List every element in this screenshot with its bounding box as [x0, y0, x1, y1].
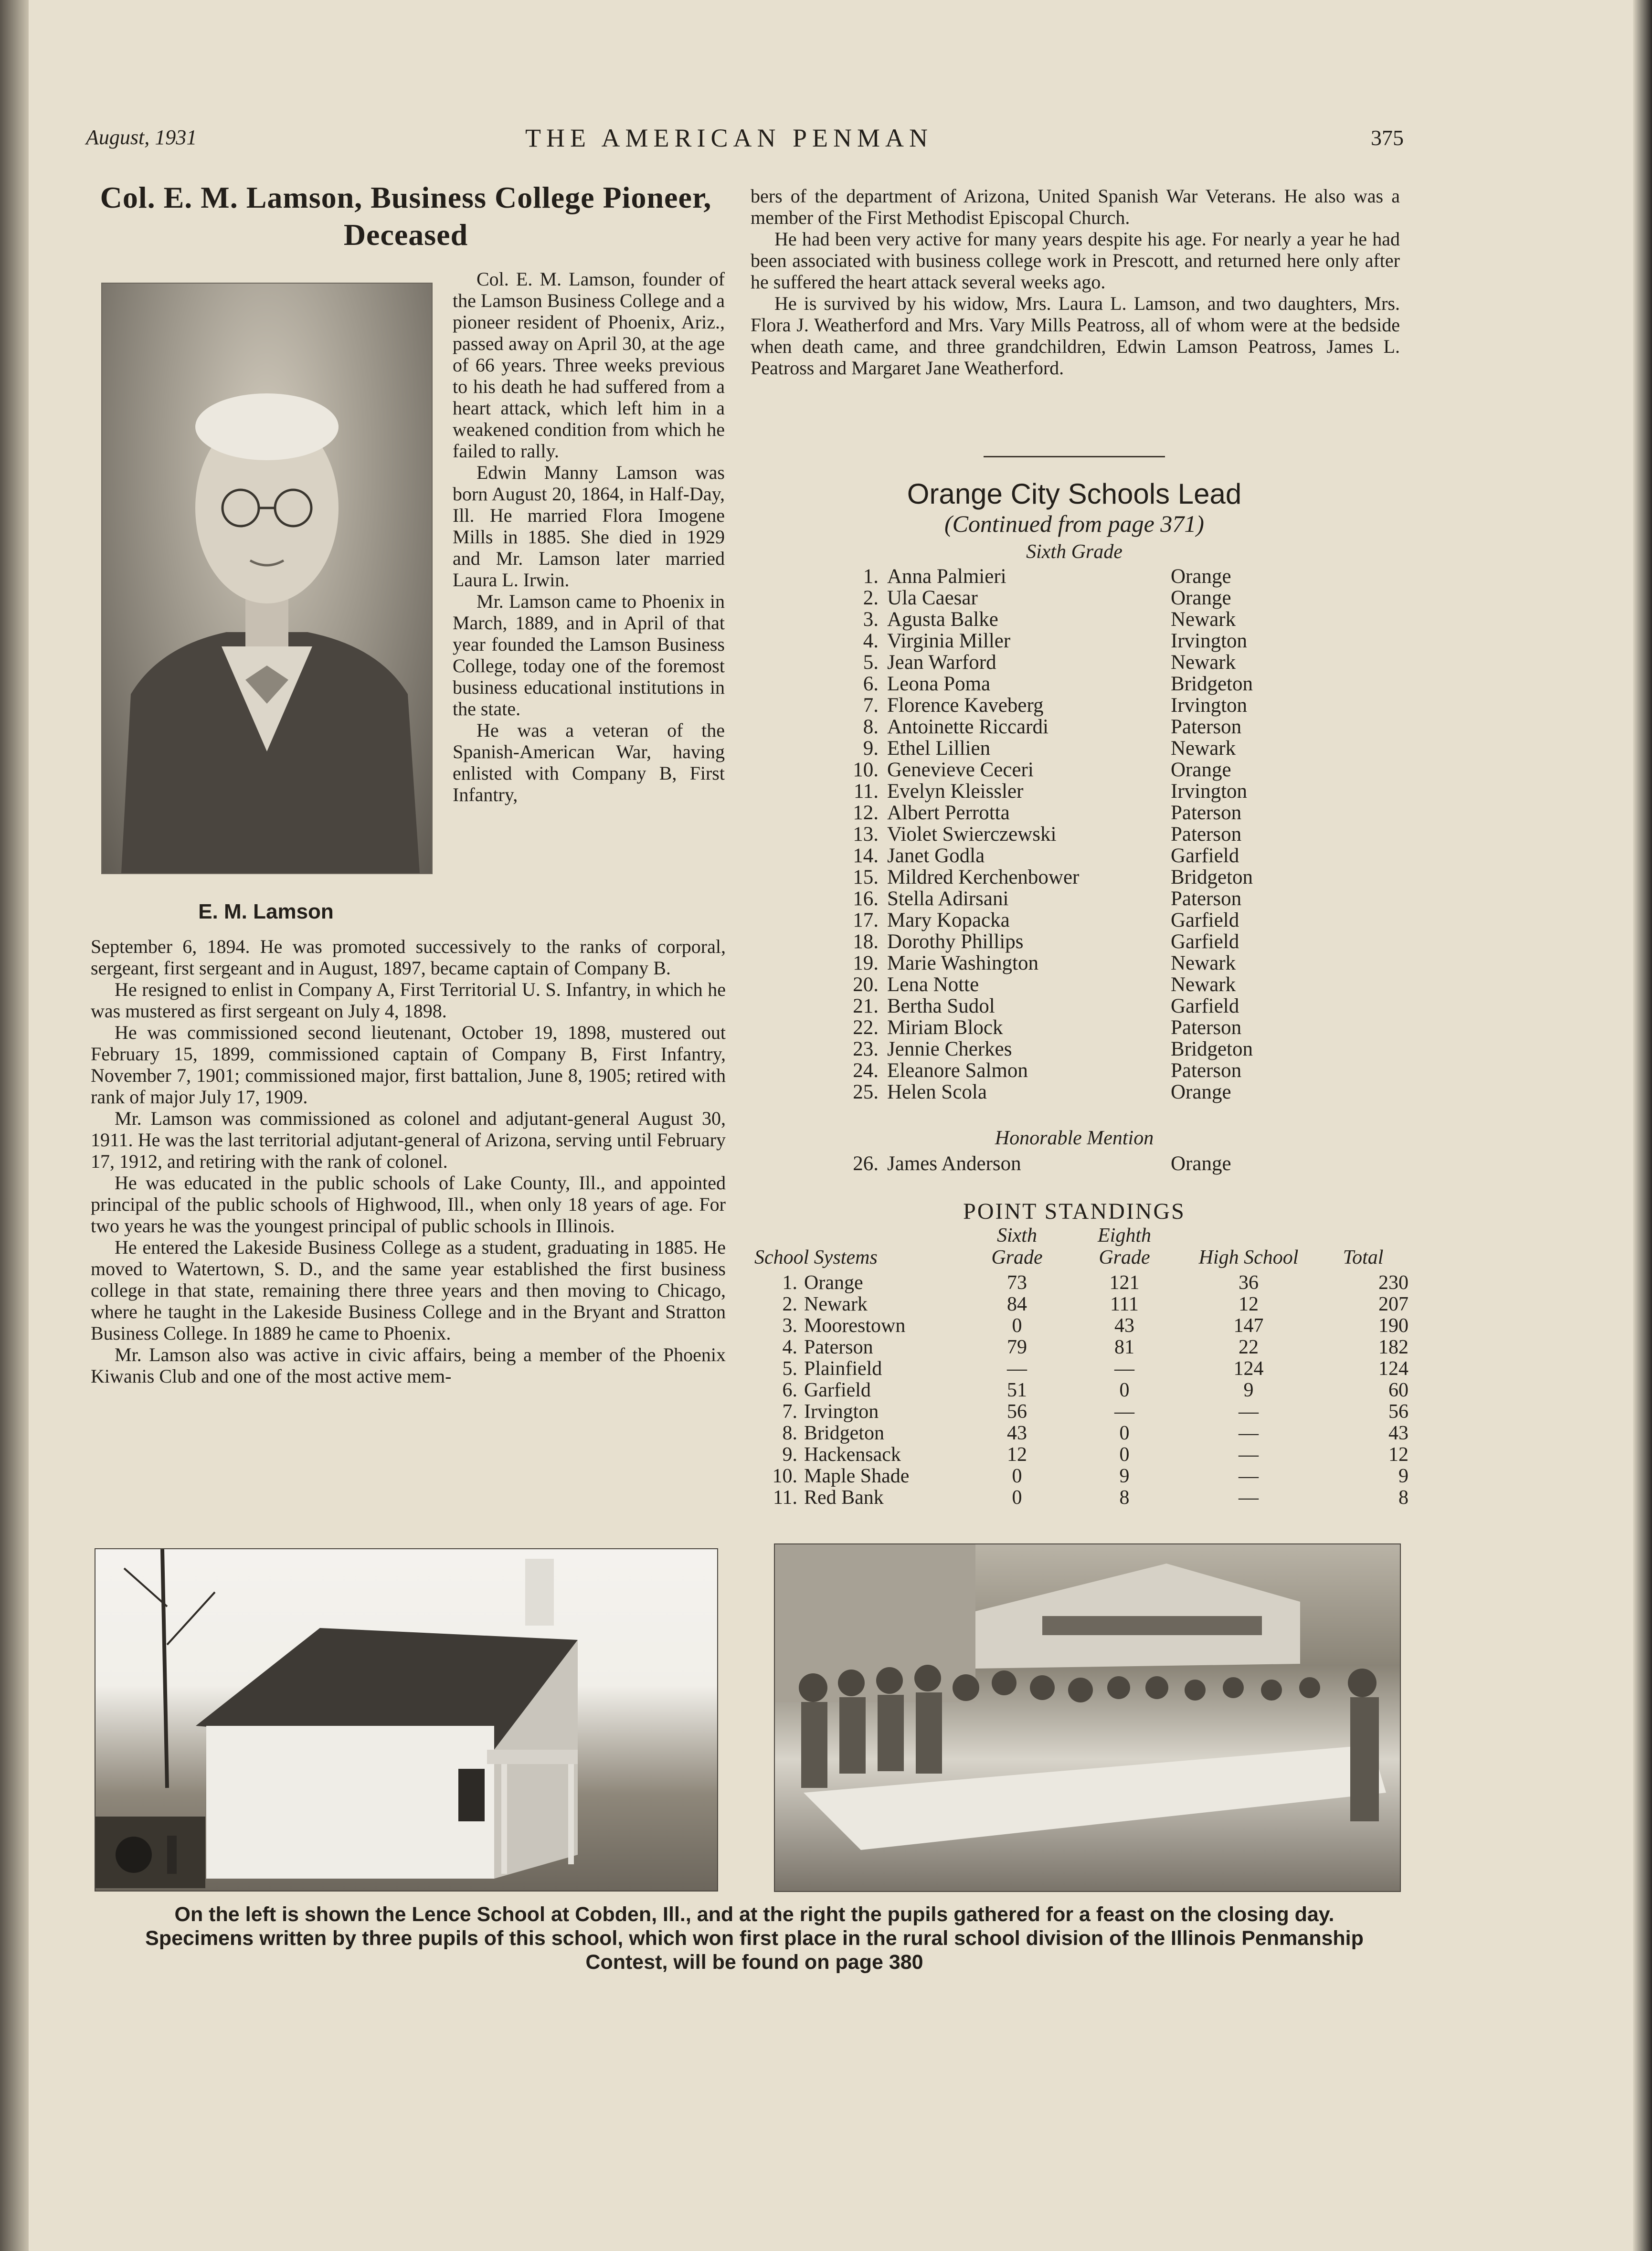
eighth-grade-points: 0 — [1119, 1379, 1130, 1401]
article-right-column — [751, 185, 1400, 379]
header-school-systems: School Systems — [754, 1247, 878, 1268]
table-row — [754, 1294, 1408, 1315]
rank-number: 21. — [853, 995, 879, 1017]
lence-school-photo — [95, 1548, 718, 1892]
total-points: 8 — [1398, 1487, 1408, 1509]
sixth-grade-points: 84 — [1007, 1293, 1027, 1315]
section-divider — [984, 456, 1165, 457]
total-points: 60 — [1388, 1379, 1408, 1401]
sixth-grade-points: 12 — [1007, 1444, 1027, 1466]
pupil-name: Evelyn Kleissler — [887, 780, 1024, 803]
ranking-row — [812, 738, 1337, 759]
pupil-school: Newark — [1171, 952, 1236, 974]
rank-number: 5. — [863, 651, 879, 674]
school-system-name: Garfield — [804, 1379, 871, 1401]
rank-number: 18. — [853, 930, 879, 953]
pupil-school: Paterson — [1171, 823, 1242, 845]
standing-rank: 1. — [782, 1272, 797, 1294]
pupil-name: Ethel Lillien — [887, 737, 991, 760]
pupil-school: Orange — [1171, 1152, 1231, 1175]
rank-number: 7. — [863, 694, 879, 717]
sixth-grade-points: — — [1007, 1358, 1027, 1380]
ranking-row — [812, 995, 1337, 1017]
eighth-grade-points: — — [1114, 1358, 1134, 1380]
article-paragraph: He is survived by his widow, Mrs. Laura L. Lamson, and two daughters, Mrs. Flora J. Weatherford and Mrs. Vary Mills Peatross, all of whom were at the bedside when death came, and three grandchildren, Edwin Lamson Peatross, James L. Peatross and Margaret Jane Weatherford. — [751, 293, 1400, 379]
pupil-name: Jennie Cherkes — [887, 1038, 1012, 1060]
standing-rank: 2. — [782, 1293, 797, 1315]
ranking-row — [812, 974, 1337, 995]
sixth-grade-points: 56 — [1007, 1401, 1027, 1423]
article-paragraph: He was a veteran of the Spanish-American War, having enlisted with Company B, First Infantry, — [453, 719, 725, 805]
total-points: 182 — [1378, 1336, 1408, 1358]
total-points: 124 — [1378, 1358, 1408, 1380]
school-system-name: Hackensack — [804, 1444, 901, 1466]
table-row — [754, 1380, 1408, 1401]
eighth-grade-points: 43 — [1114, 1315, 1134, 1337]
portrait-photo-drawing — [102, 284, 432, 873]
rank-number: 1. — [863, 565, 879, 588]
high-school-points: — — [1239, 1401, 1259, 1423]
page-spine-shadow — [0, 0, 29, 2251]
ranking-row — [812, 1081, 1337, 1103]
school-system-name: Maple Shade — [804, 1465, 910, 1487]
pupil-name: Stella Adirsani — [887, 888, 1009, 910]
table-header — [754, 1225, 1408, 1272]
school-system-name: Newark — [804, 1293, 868, 1315]
pupil-name: Mildred Kerchenbower — [887, 866, 1080, 888]
total-points: 12 — [1388, 1444, 1408, 1466]
ranking-row — [812, 802, 1337, 824]
honorable-mention-row — [812, 1153, 1337, 1174]
rank-number: 15. — [853, 866, 879, 888]
school-system-name: Bridgeton — [804, 1422, 884, 1444]
portrait-photo — [101, 283, 433, 874]
pupil-name: Janet Godla — [887, 845, 985, 867]
ranking-row — [812, 931, 1337, 952]
school-system-name: Moorestown — [804, 1315, 906, 1337]
continued-note: (Continued from page 371) — [944, 510, 1204, 537]
pupil-school: Paterson — [1171, 1016, 1242, 1039]
sixth-grade-points: 73 — [1007, 1272, 1027, 1294]
header-sixth-line2: Grade — [991, 1247, 1043, 1268]
article-paragraph: Mr. Lamson came to Phoenix in March, 1889, and in April of that year founded the Lamson Business College, today one of the foremost business educational institutions in the state. — [453, 591, 725, 719]
pupil-school: Garfield — [1171, 909, 1239, 931]
rank-number: 16. — [853, 888, 879, 910]
high-school-points: 12 — [1239, 1293, 1259, 1315]
rank-number: 20. — [853, 973, 879, 996]
header-eighth-line2: Grade — [1099, 1247, 1150, 1268]
point-standings-title: POINT STANDINGS — [963, 1199, 1186, 1224]
sixth-grade-points: 43 — [1007, 1422, 1027, 1444]
school-system-name: Red Bank — [804, 1487, 884, 1509]
honorable-mention-heading: Honorable Mention — [995, 1127, 1154, 1149]
pupil-name: Genevieve Ceceri — [887, 759, 1034, 781]
sixth-grade-ranking — [812, 566, 1337, 1103]
article-paragraph: September 6, 1894. He was promoted successively to the ranks of corporal, sergeant, first sergeant and in August, 1897, became captain of Company B. — [91, 936, 726, 979]
photo-caption: On the left is shown the Lence School at Cobden, Ill., and at the right the pupils gathered for a feast on the closing day. Specimens written by three pupils of this school, which won first place in the rural school division of the Illinois Penmanship Contest, will be found on page 380 — [145, 1903, 1364, 1974]
pupil-name: Eleanore Salmon — [887, 1059, 1028, 1082]
article-paragraph: He had been very active for many years despite his age. For nearly a year he had been associated with business college work in Prescott, and returned here only after he suffered the heart attack several weeks ago. — [751, 228, 1400, 293]
portrait-caption: E. M. Lamson — [198, 900, 334, 923]
rank-number: 13. — [853, 823, 879, 845]
pupil-school: Orange — [1171, 1081, 1231, 1103]
point-standings-table — [754, 1225, 1408, 1509]
total-points: 230 — [1378, 1272, 1408, 1294]
high-school-points: 36 — [1239, 1272, 1259, 1294]
pupil-school: Garfield — [1171, 930, 1239, 953]
rank-number: 23. — [853, 1038, 879, 1060]
pupil-school: Paterson — [1171, 716, 1242, 738]
eighth-grade-points: 81 — [1114, 1336, 1134, 1358]
grade-heading: Sixth Grade — [1026, 541, 1123, 563]
rank-number: 14. — [853, 845, 879, 867]
standing-rank: 5. — [782, 1358, 797, 1380]
ranking-row — [812, 781, 1337, 802]
eighth-grade-points: 8 — [1119, 1487, 1130, 1509]
pupil-school: Paterson — [1171, 802, 1242, 824]
high-school-points: 124 — [1233, 1358, 1264, 1380]
rank-number: 12. — [853, 802, 879, 824]
ranking-row — [812, 673, 1337, 695]
pupil-school: Paterson — [1171, 1059, 1242, 1082]
sixth-grade-points: 51 — [1007, 1379, 1027, 1401]
ranking-row — [812, 695, 1337, 716]
article-title: Col. E. M. Lamson, Business College Pioneer, Deceased — [100, 180, 712, 252]
header-sixth-line1: Sixth — [997, 1225, 1037, 1247]
rank-number: 11. — [853, 780, 879, 803]
eighth-grade-points: 0 — [1119, 1444, 1130, 1466]
article-paragraph: Mr. Lamson also was active in civic affairs, being a member of the Phoenix Kiwanis Club and one of the most active mem- — [91, 1344, 726, 1387]
standing-rank: 6. — [782, 1379, 797, 1401]
sixth-grade-points: 0 — [1012, 1315, 1022, 1337]
table-row — [754, 1487, 1408, 1509]
standing-rank: 8. — [782, 1422, 797, 1444]
total-points: 43 — [1388, 1422, 1408, 1444]
table-row — [754, 1358, 1408, 1380]
pupil-school: Newark — [1171, 651, 1236, 674]
article-paragraph: He resigned to enlist in Company A, First Territorial U. S. Infantry, in which he was mustered as first sergeant on July 4, 1898. — [91, 979, 726, 1022]
ranking-row — [812, 867, 1337, 888]
pupil-school: Garfield — [1171, 845, 1239, 867]
pupil-school: Bridgeton — [1171, 1038, 1253, 1060]
eighth-grade-points: 9 — [1119, 1465, 1130, 1487]
pupil-school: Orange — [1171, 759, 1231, 781]
rank-number: 17. — [853, 909, 879, 931]
school-system-name: Plainfield — [804, 1358, 882, 1380]
feast-drawing — [775, 1544, 1400, 1891]
eighth-grade-points: 0 — [1119, 1422, 1130, 1444]
pupil-name: Dorothy Phillips — [887, 930, 1024, 953]
pupil-school: Garfield — [1171, 995, 1239, 1017]
ranking-row — [812, 952, 1337, 974]
eighth-grade-points: 121 — [1109, 1272, 1140, 1294]
pupil-name: Jean Warford — [887, 651, 996, 674]
pupil-name: Anna Palmieri — [887, 565, 1006, 588]
issue-date: August, 1931 — [86, 126, 197, 149]
pupil-school: Irvington — [1171, 630, 1248, 652]
pupil-school: Bridgeton — [1171, 866, 1253, 888]
article-paragraph: Edwin Manny Lamson was born August 20, 1864, in Half-Day, Ill. He married Flora Imogene Mills in 1885. She died in 1929 and Mr. Lamson later married Laura L. Irwin. — [453, 462, 725, 591]
table-body — [754, 1272, 1408, 1509]
pupil-name: Lena Notte — [887, 973, 979, 996]
rank-number: 9. — [863, 737, 879, 760]
article-paragraph: He was commissioned second lieutenant, October 19, 1898, mustered out February 15, 1899, commissioned captain of Company B, First Infantry, November 7, 1901; commissioned major, first battalion, June 8, 1905; retired with rank of major July 17, 1909. — [91, 1022, 726, 1108]
eighth-grade-points: 111 — [1110, 1293, 1139, 1315]
school-system-name: Orange — [804, 1272, 863, 1294]
high-school-points: — — [1239, 1422, 1259, 1444]
rank-number: 24. — [853, 1059, 879, 1082]
pupil-school: Irvington — [1171, 780, 1248, 803]
pupil-school: Bridgeton — [1171, 673, 1253, 695]
pupil-name: Albert Perrotta — [887, 802, 1010, 824]
ranking-row — [812, 630, 1337, 652]
rank-number: 4. — [863, 630, 879, 652]
journal-title: THE AMERICAN PENMAN — [525, 124, 933, 152]
pupil-school: Newark — [1171, 973, 1236, 996]
ranking-row — [812, 1060, 1337, 1081]
ranking-row — [812, 652, 1337, 673]
article-paragraph: Col. E. M. Lamson, founder of the Lamson Business College and a pioneer resident of Phoenix, Ariz., passed away on April 30, at the age of 66 years. Three weeks previous to his death he had suffered from a heart attack, which left him in a weakened condition from which he failed to rally. — [453, 268, 725, 462]
rank-number: 19. — [853, 952, 879, 974]
page-number: 375 — [1371, 126, 1404, 150]
article-paragraph: He entered the Lakeside Business College as a student, graduating in 1885. He moved to Watertown, S. D., and the same year established the first business college in that state, remaining there three years and then moving to Chicago, where he taught in the Lakeside Business College and in the Bryant and Stratton Business College. In 1889 he came to Phoenix. — [91, 1236, 726, 1344]
high-school-points: — — [1239, 1487, 1259, 1509]
article-wide-column — [91, 936, 726, 1387]
pupil-school: Newark — [1171, 737, 1236, 760]
high-school-points: 9 — [1243, 1379, 1254, 1401]
pupil-name: Virginia Miller — [887, 630, 1011, 652]
pupil-name: Leona Poma — [887, 673, 991, 695]
school-system-name: Irvington — [804, 1401, 879, 1423]
pupil-school: Newark — [1171, 608, 1236, 631]
pupil-name: Marie Washington — [887, 952, 1038, 974]
pupil-name: Violet Swierczewski — [887, 823, 1057, 845]
school-system-name: Paterson — [804, 1336, 873, 1358]
rank-number: 22. — [853, 1016, 879, 1039]
high-school-points: — — [1239, 1444, 1259, 1466]
table-row — [754, 1337, 1408, 1358]
rank-number: 10. — [853, 759, 879, 781]
rank-number: 3. — [863, 608, 879, 631]
pupil-name: Mary Kopacka — [887, 909, 1010, 931]
ranking-row — [812, 888, 1337, 909]
pupils-feast-photo — [774, 1543, 1401, 1892]
pupil-name: Ula Caesar — [887, 587, 978, 609]
table-row — [754, 1401, 1408, 1423]
pupil-school: Irvington — [1171, 694, 1248, 717]
pupil-name: James Anderson — [887, 1152, 1021, 1175]
article-narrow-column — [453, 268, 725, 805]
total-points: 190 — [1378, 1315, 1408, 1337]
orange-city-title: Orange City Schools Lead — [907, 478, 1242, 510]
table-row — [754, 1272, 1408, 1294]
ranking-row — [812, 824, 1337, 845]
ranking-row — [812, 1017, 1337, 1038]
total-points: 207 — [1378, 1293, 1408, 1315]
header-eighth-line1: Eighth — [1098, 1225, 1151, 1247]
rank-number: 26. — [853, 1152, 879, 1175]
rank-number: 8. — [863, 716, 879, 738]
rank-number: 6. — [863, 673, 879, 695]
pupil-name: Helen Scola — [887, 1081, 987, 1103]
total-points: 9 — [1398, 1465, 1408, 1487]
pupil-school: Orange — [1171, 587, 1231, 609]
high-school-points: 147 — [1233, 1315, 1264, 1337]
ranking-row — [812, 909, 1337, 931]
standing-rank: 10. — [772, 1465, 797, 1487]
pupil-name: Antoinette Riccardi — [887, 716, 1048, 738]
table-row — [754, 1423, 1408, 1444]
pupil-name: Miriam Block — [887, 1016, 1003, 1039]
header-total: Total — [1343, 1247, 1384, 1268]
standing-rank: 11. — [773, 1487, 797, 1509]
standing-rank: 7. — [782, 1401, 797, 1423]
standing-rank: 4. — [782, 1336, 797, 1358]
page-edge-shadow — [1633, 0, 1652, 2251]
ranking-row — [812, 566, 1337, 587]
high-school-points: — — [1239, 1465, 1259, 1487]
article-paragraph: Mr. Lamson was commissioned as colonel and adjutant-general August 30, 1911. He was the last territorial adjutant-general of Arizona, serving until February 17, 1912, and retiring with the rank of colonel. — [91, 1108, 726, 1172]
ranking-row — [812, 759, 1337, 781]
table-row — [754, 1444, 1408, 1466]
sixth-grade-points: 0 — [1012, 1465, 1022, 1487]
article-paragraph: bers of the department of Arizona, United Spanish War Veterans. He also was a member of the First Methodist Episcopal Church. — [751, 185, 1400, 228]
pupil-school: Paterson — [1171, 888, 1242, 910]
sixth-grade-points: 0 — [1012, 1487, 1022, 1509]
pupil-name: Bertha Sudol — [887, 995, 995, 1017]
ranking-row — [812, 716, 1337, 738]
rank-number: 25. — [853, 1081, 879, 1103]
ranking-row — [812, 587, 1337, 609]
total-points: 56 — [1388, 1401, 1408, 1423]
article-paragraph: He was educated in the public schools of Lake County, Ill., and appointed principal of the public schools of Highwood, Ill., when only 18 years of age. For two years he was the youngest principal of public schools in Illinois. — [91, 1172, 726, 1236]
ranking-row — [812, 845, 1337, 867]
table-row — [754, 1315, 1408, 1337]
pupil-name: Agusta Balke — [887, 608, 998, 631]
table-row — [754, 1466, 1408, 1487]
sixth-grade-points: 79 — [1007, 1336, 1027, 1358]
ranking-row — [812, 609, 1337, 630]
pupil-school: Orange — [1171, 565, 1231, 588]
header-high-school: High School — [1198, 1247, 1299, 1268]
high-school-points: 22 — [1239, 1336, 1259, 1358]
standing-rank: 3. — [782, 1315, 797, 1337]
eighth-grade-points: — — [1114, 1401, 1134, 1423]
pupil-name: Florence Kaveberg — [887, 694, 1044, 717]
schoolhouse-drawing — [95, 1549, 717, 1891]
ranking-row — [812, 1038, 1337, 1060]
standing-rank: 9. — [782, 1444, 797, 1466]
rank-number: 2. — [863, 587, 879, 609]
